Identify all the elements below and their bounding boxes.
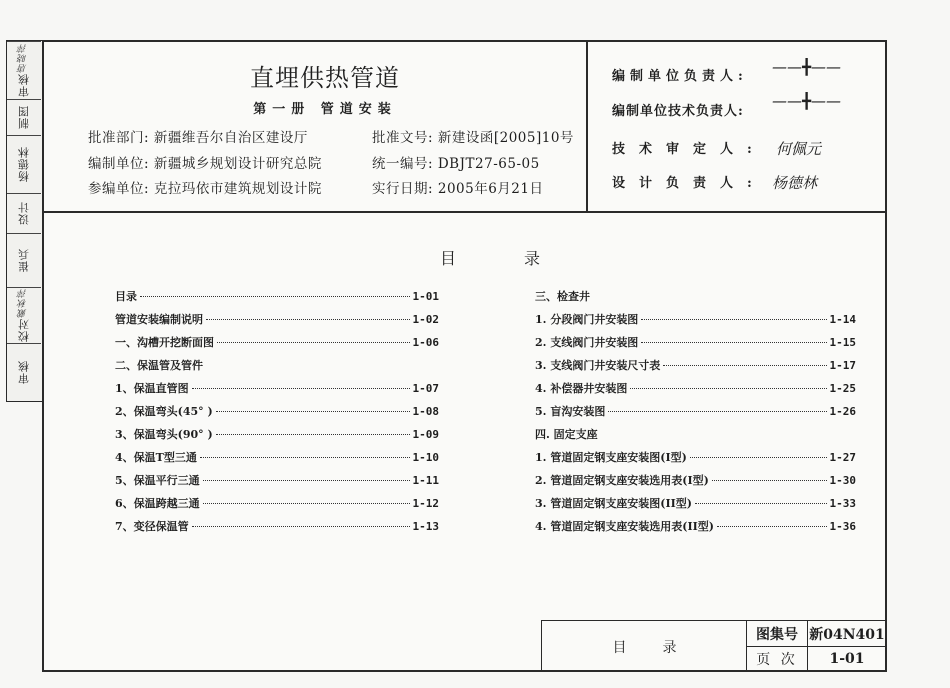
toc-entry[interactable]: [115, 518, 439, 534]
toc-entry[interactable]: [115, 334, 439, 350]
toc-entry[interactable]: [115, 449, 439, 465]
toc-entry-title: 2. 管道固定钢支座安装选用表(I型): [535, 474, 709, 487]
toc-entry-page: 1-17: [829, 359, 856, 372]
side-strip-label: 崔兵: [17, 248, 31, 273]
side-strip-cell: [7, 193, 41, 233]
document-title: 直埋供热管道: [250, 64, 400, 92]
participant-value: 克拉玛依市建筑规划设计院: [153, 181, 322, 197]
serial-row: [372, 152, 540, 172]
toc-entry-title: 1. 分段阀门井安装图: [535, 313, 639, 326]
responsible-label-4: 设计负责人:: [612, 176, 766, 191]
toc-entry-page: 1-13: [412, 520, 439, 533]
toc-entry-page: 1-30: [829, 474, 856, 487]
toc-entry-page: 1-08: [412, 405, 439, 418]
document-subtitle: 第一册 管道安装: [253, 102, 397, 117]
responsible-signature-3: 何佩元: [776, 140, 822, 158]
toc-entry[interactable]: [115, 288, 439, 304]
side-strip-cell: [7, 41, 41, 99]
toc-leader-dots: [206, 319, 410, 320]
toc-heading: [440, 246, 540, 269]
toc-entry-page: 1-12: [412, 497, 439, 510]
responsible-label-2: 编制单位技术负责人:: [612, 104, 744, 119]
toc-heading-char-2: 录: [523, 249, 540, 268]
title-block-name: [541, 620, 747, 672]
effective-row: [372, 177, 543, 197]
toc-entry[interactable]: [115, 403, 439, 419]
participant-label: 参编单位:: [88, 181, 150, 197]
toc-entry-page: 1-33: [829, 497, 856, 510]
participant-row: [88, 177, 322, 197]
side-strip-cell: [7, 343, 41, 401]
toc-entry-title: 4. 管道固定钢支座安装选用表(II型): [535, 520, 715, 533]
side-strip-cell: [7, 287, 41, 343]
toc-leader-dots: [641, 319, 826, 320]
toc-entry-page: 1-11: [412, 474, 439, 487]
toc-entry-page: 1-26: [829, 405, 856, 418]
toc-leader-dots: [203, 480, 410, 481]
approval-dept-value: 新疆维吾尔自治区建设厅: [153, 130, 308, 146]
toc-entry-title: 3. 支线阀门井安装尺寸表: [535, 359, 661, 372]
title-block-name-char-2: 录: [662, 639, 677, 656]
toc-entry-title: 4. 补偿器井安装图: [535, 382, 628, 395]
toc-entry-title: 管道安装编制说明: [115, 313, 203, 326]
compiler-value: 新疆城乡规划设计研究总院: [153, 156, 322, 172]
toc-entry-page: 1-27: [829, 451, 856, 464]
toc-entry-page: 1-15: [829, 336, 856, 349]
toc-entry[interactable]: [535, 380, 856, 396]
toc-entry-page: 1-36: [829, 520, 856, 533]
toc-entry[interactable]: [115, 311, 439, 327]
toc-entry-title: 7、变径保温管: [115, 520, 189, 533]
responsible-label-1: 编制单位负责人:: [612, 69, 748, 84]
toc-entry[interactable]: [535, 311, 856, 327]
toc-entry-title: 4、保温T型三通: [115, 451, 197, 464]
toc-entry-title: 1. 管道固定钢支座安装图(I型): [535, 451, 687, 464]
side-strip-label: 设计: [17, 201, 31, 226]
approval-no-value: 新建设函[2005]10号: [437, 130, 574, 146]
toc-section-title: 四. 固定支座: [535, 428, 598, 441]
page-number: 1-01: [807, 646, 887, 672]
toc-entry[interactable]: [115, 426, 439, 442]
toc-entry-page: 1-10: [412, 451, 439, 464]
toc-entry[interactable]: [535, 357, 856, 373]
toc-entry-title: 3、保温弯头(90° ): [115, 428, 213, 441]
toc-leader-dots: [608, 411, 826, 412]
toc-entry-page: 1-06: [412, 336, 439, 349]
toc-heading-char-1: 目: [440, 249, 457, 268]
side-signature-strip: [6, 40, 42, 402]
toc-entry-page: 1-09: [412, 428, 439, 441]
toc-entry[interactable]: [535, 403, 856, 419]
responsible-signature-4: 杨德林: [772, 174, 818, 192]
responsible-signature-2: ——╋——: [772, 92, 842, 110]
toc-entry-title: 2、保温弯头(45° ): [115, 405, 213, 418]
toc-section-title: 三、检查井: [535, 290, 590, 303]
toc-leader-dots: [140, 296, 410, 297]
toc-entry[interactable]: [115, 380, 439, 396]
page-label: 页 次: [746, 646, 808, 672]
header-divider: [42, 211, 887, 213]
toc-entry-title: 5. 盲沟安装图: [535, 405, 606, 418]
serial-value: DBJT27-65-05: [437, 156, 540, 172]
serial-label: 统一编号:: [372, 156, 434, 172]
toc-leader-dots: [641, 342, 826, 343]
effective-value: 2005年6月21日: [437, 181, 544, 197]
approval-dept-row: [88, 126, 308, 146]
toc-entry[interactable]: [535, 495, 856, 511]
side-strip-signature: 戴秋萍: [18, 288, 29, 319]
toc-leader-dots: [203, 503, 410, 504]
side-strip-label: 杨德林: [17, 146, 31, 183]
toc-leader-dots: [217, 342, 410, 343]
side-strip-label: 审核: [17, 360, 31, 385]
toc-entry-title: 5、保温平行三通: [115, 474, 200, 487]
toc-entry[interactable]: [115, 472, 439, 488]
toc-leader-dots: [695, 503, 826, 504]
toc-entry-title: 一、沟槽开挖断面图: [115, 336, 214, 349]
toc-entry-page: 1-01: [412, 290, 439, 303]
toc-entry[interactable]: [535, 518, 856, 534]
toc-leader-dots: [717, 526, 826, 527]
toc-leader-dots: [216, 411, 410, 412]
toc-entry[interactable]: [115, 495, 439, 511]
toc-leader-dots: [192, 388, 410, 389]
side-strip-label: 制图: [17, 105, 31, 130]
approval-no-row: [372, 126, 574, 146]
toc-entry-page: 1-14: [829, 313, 856, 326]
side-strip-cell: [7, 233, 41, 287]
responsible-label-3: 技术审定人:: [612, 142, 766, 157]
compiler-label: 编制单位:: [88, 156, 150, 172]
toc-entry-page: 1-07: [412, 382, 439, 395]
toc-leader-dots: [712, 480, 827, 481]
atlas-number: 新04N401: [807, 620, 887, 647]
toc-entry[interactable]: [535, 449, 856, 465]
approval-no-label: 批准文号:: [372, 130, 434, 146]
toc-entry-page: 1-25: [829, 382, 856, 395]
toc-entry-title: 目录: [115, 290, 137, 303]
side-strip-cell: [7, 99, 41, 135]
responsible-signature-1: ——╋——: [772, 58, 842, 76]
toc-entry-title: 3. 管道固定钢支座安装图(II型): [535, 497, 693, 510]
toc-leader-dots: [663, 365, 826, 366]
toc-entry-title: 1、保温直管图: [115, 382, 189, 395]
side-strip-cell: [7, 135, 41, 193]
toc-leader-dots: [200, 457, 410, 458]
header-column-divider: [586, 40, 588, 212]
side-strip-signature: 唐晓萍: [18, 43, 29, 74]
toc-entry[interactable]: [535, 334, 856, 350]
toc-entry-page: 1-02: [412, 313, 439, 326]
toc-leader-dots: [216, 434, 410, 435]
toc-leader-dots: [690, 457, 827, 458]
title-block-name-char-1: 目: [612, 639, 627, 656]
approval-dept-label: 批准部门:: [88, 130, 150, 146]
side-strip-label: 审核: [17, 73, 31, 98]
toc-section-title: 二、保温管及管件: [115, 359, 203, 372]
toc-entry-title: 6、保温跨越三通: [115, 497, 200, 510]
atlas-label: 图集号: [746, 620, 808, 647]
compiler-row: [88, 152, 322, 172]
toc-entry-title: 2. 支线阀门井安装图: [535, 336, 639, 349]
effective-label: 实行日期:: [372, 181, 434, 197]
toc-leader-dots: [192, 526, 410, 527]
toc-leader-dots: [630, 388, 826, 389]
toc-entry[interactable]: [535, 472, 856, 488]
side-strip-label: 校对: [17, 318, 31, 343]
